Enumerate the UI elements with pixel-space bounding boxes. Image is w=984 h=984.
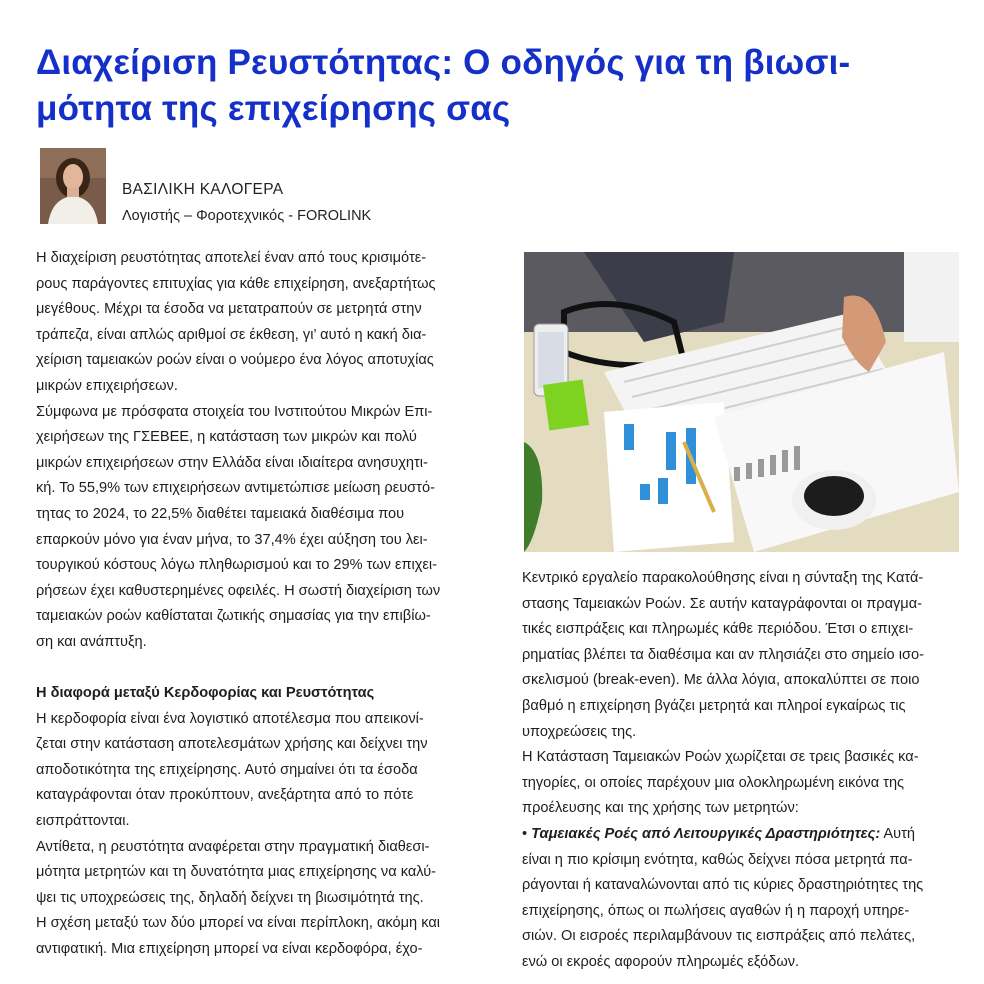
text-line: σιών. Οι εισροές περιλαμβάνουν τις εισπράξεις από πελάτες, [522, 928, 916, 945]
text-line: σκελισμού (break-even). Με άλλα λόγια, αποκαλύπτει σε ποιο [522, 672, 920, 689]
text-line: ταμειακών ροών καθίσταται ζωτικής σημασίας για την επιβίω- [36, 608, 431, 625]
bullet-item [522, 822, 962, 848]
author-name: ΒΑΣΙΛΙΚΗ ΚΑΛΟΓΕΡΑ [122, 181, 284, 198]
right-column [522, 566, 962, 976]
text-line: εισπράττονται. [36, 813, 130, 830]
text-line: Η κερδοφορία είναι ένα λογιστικό αποτέλεσμα που απεικονί- [36, 710, 424, 727]
text-line: υποχρεώσεις της. [522, 723, 637, 740]
text-line: μικρών επιχειρήσεων στην Ελλάδα είναι ιδιαίτερα ανησυχητι- [36, 454, 428, 471]
text-line: τηγορίες, οι οποίες παρέχουν μια ολοκληρωμένη εικόνα της [522, 774, 905, 791]
bullet-text: Αυτή [880, 825, 916, 842]
text-line: αποδοτικότητα της επιχείρησης. Αυτό σημαίνει ότι τα έσοδα [36, 761, 418, 778]
text-line: τικές εισπράξεις και πληρωμές κάθε περιόδου. Έτσι ο επιχει- [522, 621, 914, 638]
bullet-heading: Ταμειακές Ροές από Λειτουργικές Δραστηριότητες: [531, 825, 881, 842]
desk-photo-illustration [524, 252, 959, 552]
left-column [36, 246, 476, 963]
text-line: χείριση ταμειακών ροών είναι ο νούμερο ένα λόγος αποτυχίας [36, 352, 434, 369]
author-portrait-image [40, 148, 106, 224]
text-line: Αντίθετα, η ρευστότητα αναφέρεται στην πραγματική διαθεσι- [36, 838, 430, 855]
text-line: Κεντρικό εργαλείο παρακολούθησης είναι η σύνταξη της Κατά- [522, 570, 924, 586]
text-line: Η διαχείριση ρευστότητας αποτελεί έναν από τους κρισιμότε- [36, 250, 427, 266]
text-line: κή. Το 55,9% των επιχειρήσεων αντιμετώπισε μείωση ρευστό- [36, 480, 435, 497]
text-line: προέλευσης και της χρήσης των μετρητών: [522, 800, 799, 817]
text-line: μότητα μετρητών και τη δυνατότητα μιας επιχείρησης να καλύ- [36, 864, 437, 881]
text-line: μικρών επιχειρήσεων. [36, 377, 178, 394]
text-line: Η Κατάσταση Ταμειακών Ροών χωρίζεται σε τρεις βασικές κα- [522, 749, 919, 766]
text-line: καταγράφονται όταν προκύπτουν, ανεξάρτητα από το πότε [36, 787, 414, 804]
text-line: επαρκούν μόνο για έναν μήνα, το 37,4% έχει αύξηση του λει- [36, 531, 428, 548]
text-line: ρηματίας βλέπει τα διαθέσιμα και αν πλησιάζει στο σημείο ισο- [522, 646, 924, 663]
section-subheading: Η διαφορά μεταξύ Κερδοφορίας και Ρευστότητας [36, 685, 375, 702]
text-line: τουργικού κόστους λόγω πληθωρισμού και το 29% των επιχει- [36, 557, 438, 574]
text-line: στασης Ταμειακών Ροών. Σε αυτήν καταγράφονται οι πραγμα- [522, 595, 923, 612]
title-line: Διαχείριση Ρευστότητας: Ο οδηγός για τη βιωσι- [36, 43, 851, 82]
text-line: είναι η πιο κρίσιμη ενότητα, καθώς δείχνει πόσα μετρητά πα- [522, 851, 913, 868]
text-line: ενώ οι εκροές αφορούν πληρωμές εξόδων. [522, 953, 800, 970]
article-title [36, 40, 956, 132]
text-line: ψει τις υποχρεώσεις της, δηλαδή δείχνει τη βιωσιμότητά της. [36, 889, 424, 906]
text-line: βαθμό η επιχείρηση βγάζει μετρητά και πληροί εγκαίρως τις [522, 697, 906, 714]
article-photo [524, 252, 959, 552]
text-line: χειρήσεων της ΓΣΕΒΕΕ, η κατάσταση των μικρών και πολύ [36, 429, 417, 446]
text-line: ση και ανάπτυξη. [36, 633, 147, 650]
text-line: αντιφατική. Μια επιχείρηση μπορεί να είναι κερδοφόρα, έχο- [36, 941, 423, 958]
text-line: ράγονται ή καταναλώνονται από τις κύριες δραστηριότητες της [522, 877, 924, 894]
title-line: μότητα της επιχείρησης σας [36, 89, 511, 128]
text-line: τράπεζα, είναι απλώς αριθμοί σε έκθεση, γι’ αυτό η κακή δια- [36, 326, 427, 343]
text-line: ρους παράγοντες επιτυχίας για κάθε επιχείρηση, ανεξαρτήτως [36, 275, 436, 292]
author-avatar [40, 148, 106, 224]
text-line: Η σχέση μεταξύ των δύο μπορεί να είναι περίπλοκη, ακόμη και [36, 915, 441, 932]
text-line: Σύμφωνα με πρόσφατα στοιχεία του Ινστιτούτου Μικρών Επι- [36, 403, 433, 420]
bullet-marker: • [522, 825, 528, 842]
text-line: ρήσεων έχει καθυστερημένες οφειλές. Η σωστή διαχείριση των [36, 582, 441, 599]
text-line: μεγέθους. Μέχρι τα έσοδα να μετατραπούν σε μετρητά στην [36, 301, 422, 318]
text-line: ζεται στην κατάσταση αποτελεσμάτων χρήσης και δείχνει την [36, 736, 428, 753]
text-line: τητας το 2024, το 22,5% διαθέτει ταμειακά διαθέσιμα που [36, 505, 405, 522]
author-role: Λογιστής – Φοροτεχνικός - FOROLINK [122, 208, 372, 224]
text-line: επιχείρησης, όπως οι πωλήσεις αγαθών ή η παροχή υπηρε- [522, 902, 910, 919]
